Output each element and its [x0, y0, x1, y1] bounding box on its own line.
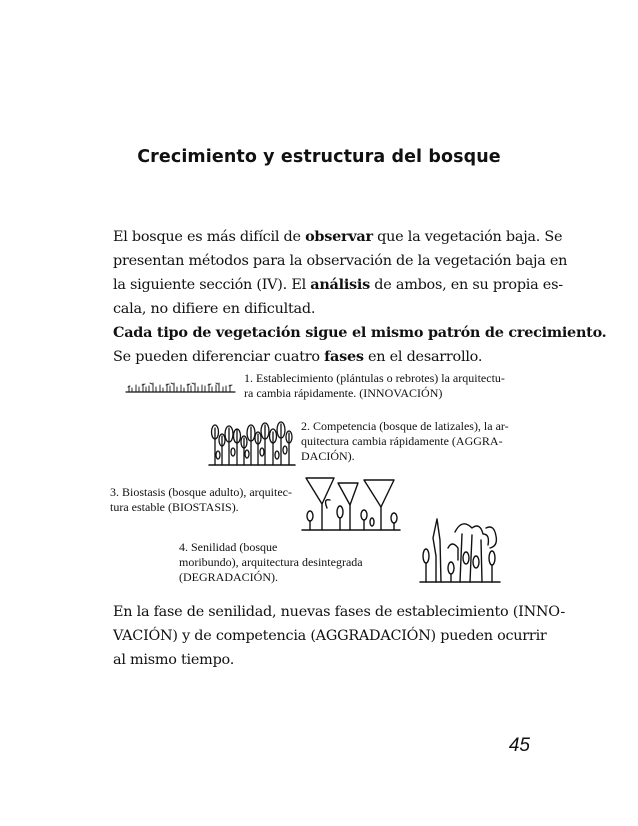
text-line: En la fase de senilidad, nuevas fases de establecimiento (INNO-	[113, 604, 565, 620]
pole-stage-drawing	[209, 422, 295, 465]
phase-4-caption	[179, 540, 363, 585]
caption-line: tura estable (BIOSTASIS).	[110, 500, 239, 514]
emphasis-fases: fases	[324, 348, 364, 365]
emphasis-observar: observar	[305, 228, 373, 245]
text-fragment: en el desarrollo.	[363, 349, 483, 365]
caption-line: moribundo), arquitectura desintegrada	[179, 555, 363, 569]
closing-paragraph	[113, 600, 565, 672]
caption-line: DACIÓN).	[301, 449, 355, 463]
bold-statement: Cada tipo de vegetación sigue el mismo patrón de crecimiento.	[113, 324, 607, 341]
caption-line: (DEGRADACIÓN).	[179, 570, 278, 584]
page-number: 45	[508, 735, 530, 756]
caption-line: quitectura cambia rápidamente (AGGRA-	[301, 434, 503, 448]
phase-1-caption	[244, 371, 505, 401]
text-line: presentan métodos para la observación de la vegetación baja en	[113, 253, 568, 269]
text-fragment: Se pueden diferenciar cuatro	[113, 349, 325, 365]
seedlings-drawing	[126, 383, 235, 392]
text-line: VACIÓN) y de competencia (AGGRADACIÓN) pueden ocurrir	[113, 628, 547, 644]
emphasis-analisis: análisis	[310, 276, 370, 293]
mature-forest-drawing	[302, 478, 400, 530]
text-fragment: que la vegetación baja. Se	[372, 229, 563, 245]
caption-line: 2. Competencia (bosque de latizales), la ar-	[301, 419, 509, 433]
caption-line: 4. Senilidad (bosque	[179, 540, 278, 554]
caption-line: 1. Establecimiento (plántulas o rebrotes) la arquitectu-	[244, 371, 505, 385]
caption-line: 3. Biostasis (bosque adulto), arquitec-	[110, 485, 292, 499]
senescent-forest-drawing	[420, 519, 500, 582]
caption-line: ra cambia rápidamente. (INNOVACIÓN)	[244, 386, 443, 400]
text-fragment: El bosque es más difícil de	[113, 229, 306, 245]
page-title: Crecimiento y estructura del bosque	[137, 147, 501, 167]
text-line: cala, no difiere en dificultad.	[113, 301, 316, 317]
text-fragment: la siguiente sección (IV). El	[113, 277, 311, 293]
text-fragment: de ambos, en su propia es-	[369, 277, 563, 293]
phase-3-caption	[110, 485, 292, 515]
text-line: al mismo tiempo.	[113, 652, 235, 668]
phase-2-caption	[301, 419, 509, 464]
